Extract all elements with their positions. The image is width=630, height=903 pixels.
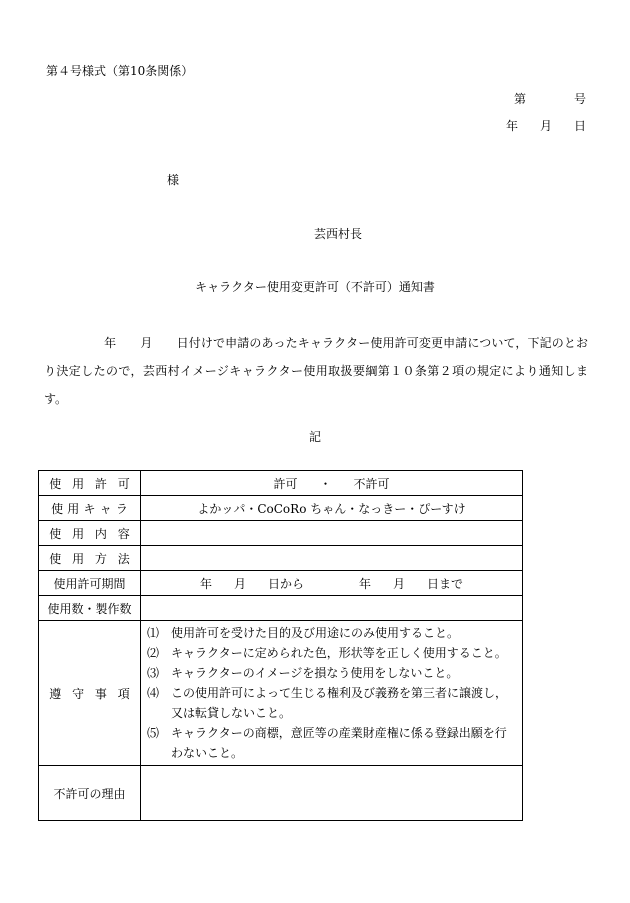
- option-separator: ・: [319, 476, 332, 491]
- period-from-year: 年: [199, 576, 212, 591]
- value-permission: [141, 471, 523, 496]
- date-month: 月: [539, 119, 552, 133]
- value-reason: [141, 766, 523, 821]
- body-date-month: 月: [140, 336, 153, 350]
- document-date: [506, 118, 586, 134]
- body-text: 日付けで申請のあったキャラクター使用許可変更申請について，下記のとおり決定したので，芸西村イメージキャラクター使用取扱要綱第１０条第２項の規定により通知します。: [44, 336, 588, 406]
- label-character: 使用キャラ: [39, 496, 141, 521]
- table-row-method: [39, 546, 523, 571]
- issuer: 芸西村長: [314, 227, 363, 241]
- detail-table: [38, 470, 523, 821]
- table-row-character: [39, 496, 523, 521]
- period-from-month: 月: [233, 576, 246, 591]
- addressee: 様: [167, 173, 180, 187]
- table-row-rules: [39, 621, 523, 766]
- value-period: [141, 571, 523, 596]
- list-item: ⑶ キャラクターのイメージを損なう使用をしないこと。: [147, 666, 459, 680]
- document-number-prefix: 第: [513, 92, 526, 106]
- table-row-permission: [39, 471, 523, 496]
- value-count: [141, 596, 523, 621]
- period-to-year: 年: [359, 576, 372, 591]
- rules-list: [141, 621, 522, 765]
- document-number-suffix: 号: [573, 92, 586, 106]
- label-rules: 遵守事項: [39, 621, 141, 766]
- table-row-reason: [39, 766, 523, 821]
- note-mark: 記: [308, 430, 321, 444]
- label-method: 使用方法: [39, 546, 141, 571]
- table-row-period: [39, 571, 523, 596]
- list-item: ⑸ キャラクターの商標，意匠等の産業財産権に係る登録出願を行わないこと。: [147, 726, 507, 760]
- date-year: 年: [505, 119, 518, 133]
- value-character: よかッパ・CoCoRo ちゃん・なっきー・ぴーすけ: [141, 496, 523, 521]
- form-number: 第４号様式（第10条関係）: [46, 64, 194, 78]
- period-from-day: 日から: [267, 576, 304, 591]
- value-rules: [141, 621, 523, 766]
- label-reason: 不許可の理由: [39, 766, 141, 821]
- list-item: ⑵ キャラクターに定められた色，形状等を正しく使用すること。: [147, 646, 507, 660]
- table-row-content: [39, 521, 523, 546]
- value-method: [141, 546, 523, 571]
- table-row-count: [39, 596, 523, 621]
- label-content: 使用内容: [39, 521, 141, 546]
- label-permission: 使用許可: [39, 471, 141, 496]
- period-to-month: 月: [393, 576, 406, 591]
- period-to-day: 日まで: [427, 576, 464, 591]
- list-item: ⑷ この使用許可によって生じる権利及び義務を第三者に譲渡し，又は転貸しないこと。: [147, 686, 508, 720]
- option-deny: 不許可: [353, 476, 390, 491]
- document-title: キャラクター使用変更許可（不許可）通知書: [195, 280, 435, 294]
- date-day: 日: [573, 119, 586, 133]
- value-content: [141, 521, 523, 546]
- list-item: ⑴ 使用許可を受けた目的及び用途にのみ使用すること。: [147, 626, 460, 640]
- body-paragraph: [44, 329, 588, 413]
- label-count: 使用数・製作数: [39, 596, 141, 621]
- label-period: 使用許可期間: [39, 571, 141, 596]
- option-permit: 許可: [273, 476, 298, 491]
- document-number: [514, 91, 586, 107]
- body-date-year: 年: [104, 336, 117, 350]
